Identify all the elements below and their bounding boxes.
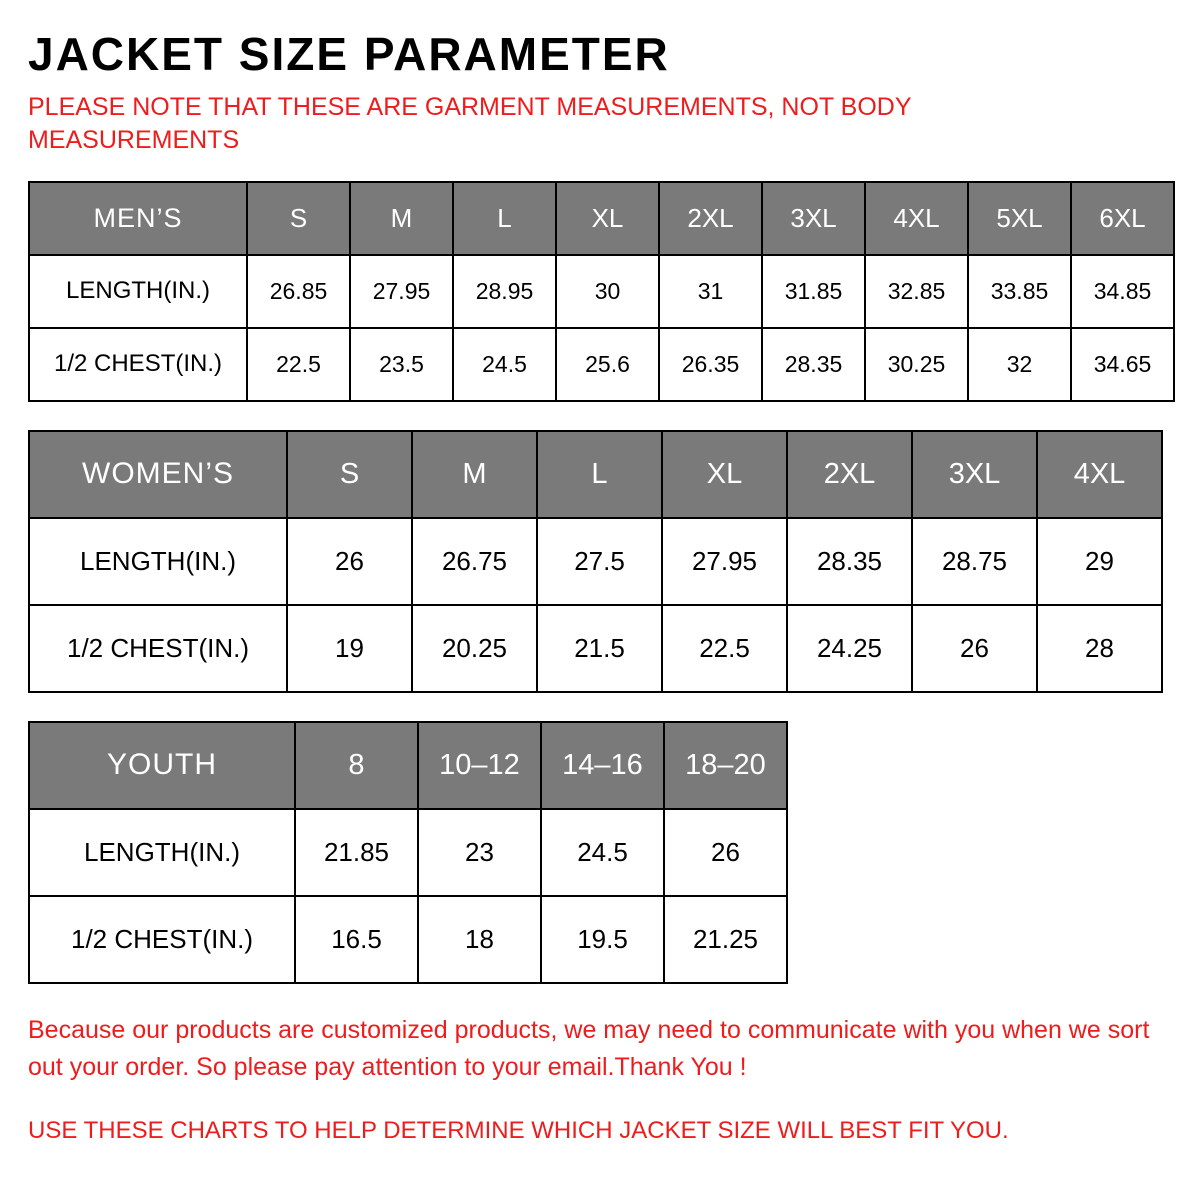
table-cell: 27.95 [662,518,787,605]
table-cell: 33.85 [968,255,1071,328]
header-cell-size: M [350,182,453,255]
header-cell-size: XL [556,182,659,255]
table-cell: 28.35 [762,328,865,401]
header-cell-size: S [287,431,412,518]
row-label: LENGTH(IN.) [29,518,287,605]
header-cell-size: 10–12 [418,722,541,809]
table-cell: 30.25 [865,328,968,401]
row-label: LENGTH(IN.) [29,809,295,896]
table-cell: 28.35 [787,518,912,605]
table-cell: 26 [664,809,787,896]
table-cell: 26.75 [412,518,537,605]
row-label: 1/2 CHEST(IN.) [29,605,287,692]
table-cell: 20.25 [412,605,537,692]
table-cell: 26 [287,518,412,605]
header-cell-size: 14–16 [541,722,664,809]
table-header-row [29,431,1162,518]
table-cell: 30 [556,255,659,328]
table-header-row [29,182,1174,255]
header-cell-size: L [453,182,556,255]
table-cell: 31.85 [762,255,865,328]
table-row [29,518,1162,605]
table-cell: 28 [1037,605,1162,692]
table-cell: 19 [287,605,412,692]
header-cell-size: L [537,431,662,518]
header-cell-size: 4XL [865,182,968,255]
table-cell: 32 [968,328,1071,401]
table-cell: 34.85 [1071,255,1174,328]
table-cell: 23.5 [350,328,453,401]
page-title: JACKET SIZE PARAMETER [28,28,670,80]
table-cell: 34.65 [1071,328,1174,401]
table-cell: 26 [912,605,1037,692]
youth-size-table [28,721,788,984]
table-cell: 25.6 [556,328,659,401]
table-cell: 28.95 [453,255,556,328]
row-label: 1/2 CHEST(IN.) [29,328,247,401]
header-cell-size: 2XL [659,182,762,255]
header-cell-size: 8 [295,722,418,809]
header-cell-size: XL [662,431,787,518]
footer-note-customization: Because our products are customized products, we may need to communicate with you when we sort out your order. So please pay attention to your email.Thank You ! [28,1015,1150,1082]
table-cell: 21.25 [664,896,787,983]
header-cell-size: 5XL [968,182,1071,255]
header-cell-size: S [247,182,350,255]
mens-size-table [28,181,1175,402]
header-cell-category: YOUTH [29,722,295,809]
table-cell: 27.95 [350,255,453,328]
header-cell-size: 2XL [787,431,912,518]
table-cell: 24.25 [787,605,912,692]
top-note: PLEASE NOTE THAT THESE ARE GARMENT MEASUREMENTS, NOT BODY MEASUREMENTS [28,92,912,154]
header-cell-category: WOMEN’S [29,431,287,518]
table-cell: 18 [418,896,541,983]
table-cell: 22.5 [247,328,350,401]
table-cell: 26.85 [247,255,350,328]
header-cell-size: 4XL [1037,431,1162,518]
header-cell-category: MEN’S [29,182,247,255]
table-cell: 27.5 [537,518,662,605]
table-row [29,328,1174,401]
table-header-row [29,722,787,809]
womens-size-table [28,430,1163,693]
header-cell-size: 6XL [1071,182,1174,255]
row-label: LENGTH(IN.) [29,255,247,328]
table-cell: 24.5 [453,328,556,401]
table-cell: 26.35 [659,328,762,401]
header-cell-size: 3XL [912,431,1037,518]
table-cell: 28.75 [912,518,1037,605]
table-cell: 29 [1037,518,1162,605]
table-cell: 16.5 [295,896,418,983]
table-cell: 23 [418,809,541,896]
table-cell: 22.5 [662,605,787,692]
table-row [29,809,787,896]
table-cell: 31 [659,255,762,328]
table-row [29,255,1174,328]
table-row [29,605,1162,692]
table-cell: 24.5 [541,809,664,896]
table-cell: 21.85 [295,809,418,896]
table-cell: 32.85 [865,255,968,328]
header-cell-size: 18–20 [664,722,787,809]
row-label: 1/2 CHEST(IN.) [29,896,295,983]
table-row [29,896,787,983]
table-cell: 19.5 [541,896,664,983]
footer-note-charts: USE THESE CHARTS TO HELP DETERMINE WHICH JACKET SIZE WILL BEST FIT YOU. [28,1116,1009,1144]
header-cell-size: 3XL [762,182,865,255]
table-cell: 21.5 [537,605,662,692]
header-cell-size: M [412,431,537,518]
